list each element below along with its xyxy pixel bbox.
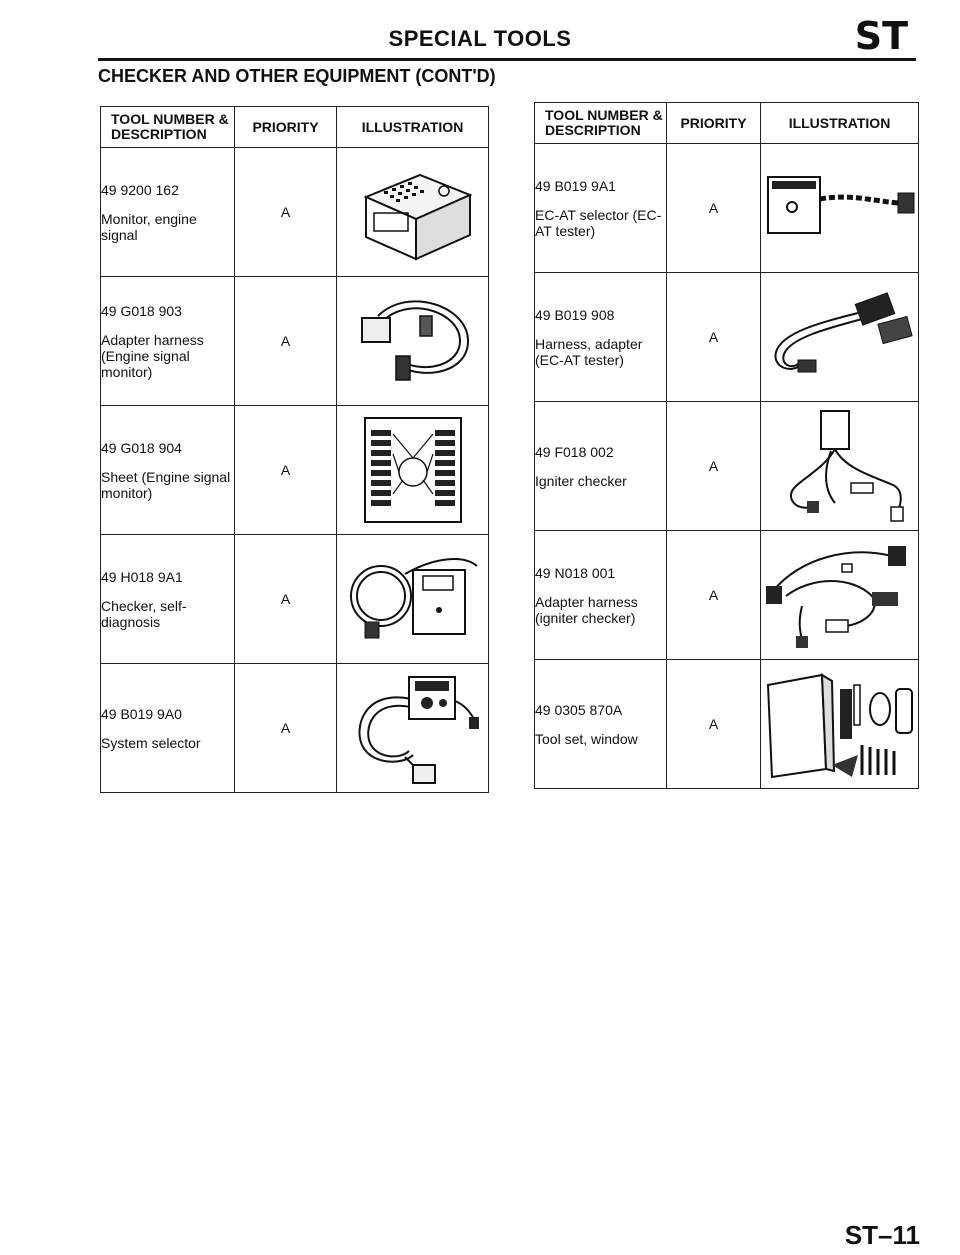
tool-description-cell <box>101 664 235 793</box>
tool-description: Adapter harness (igniter checker) <box>535 593 638 626</box>
table-row <box>101 406 489 535</box>
tool-priority: A <box>235 664 337 793</box>
harness-adapter-icon <box>762 282 918 392</box>
section-code: ST <box>854 14 908 58</box>
tool-illustration-cell <box>337 535 489 664</box>
tool-priority: A <box>667 402 761 531</box>
tool-number: 49 F018 002 <box>535 443 614 460</box>
tool-description: Adapter harness (Engine signal monitor) <box>101 331 204 380</box>
tool-priority: A <box>667 144 761 273</box>
table-row <box>535 660 919 789</box>
table-row <box>101 277 489 406</box>
page-title: SPECIAL TOOLS <box>388 26 572 51</box>
tool-priority: A <box>667 660 761 789</box>
tool-description: Harness, adapter (EC-AT tester) <box>535 335 643 368</box>
igniter-adapter-harness-icon <box>762 536 918 654</box>
tool-description: EC-AT selector (EC-AT tester) <box>535 206 662 239</box>
column-header-illustration: ILLUSTRATION <box>761 103 919 144</box>
tool-number: 49 B019 908 <box>535 306 615 323</box>
tool-number: 49 9200 162 <box>101 181 179 198</box>
tool-description: Tool set, window <box>535 730 638 747</box>
table-row <box>535 273 919 402</box>
tool-description-cell <box>535 402 667 531</box>
table-row <box>101 664 489 793</box>
table-row <box>101 535 489 664</box>
column-header-tool: TOOL NUMBER & DESCRIPTION <box>535 103 667 144</box>
column-header-illustration: ILLUSTRATION <box>337 107 489 148</box>
table-row <box>535 402 919 531</box>
tool-number: 49 G018 903 <box>101 302 182 319</box>
tool-illustration-cell <box>337 406 489 535</box>
tool-priority: A <box>235 277 337 406</box>
tool-description: Igniter checker <box>535 472 627 489</box>
tool-description: Monitor, engine signal <box>101 210 197 243</box>
tool-description: Checker, self-diagnosis <box>101 597 187 630</box>
tool-description-cell <box>535 273 667 402</box>
tool-priority: A <box>667 531 761 660</box>
table-row <box>535 144 919 273</box>
igniter-checker-icon <box>765 407 915 525</box>
tool-priority: A <box>235 406 337 535</box>
monitor-sheet-icon <box>353 414 473 526</box>
tool-illustration-cell <box>337 148 489 277</box>
tool-description-cell <box>535 144 667 273</box>
self-diagnosis-checker-icon <box>343 544 483 654</box>
tool-priority: A <box>667 273 761 402</box>
page-number: ST–11 <box>844 1220 920 1250</box>
column-header-priority: PRIORITY <box>235 107 337 148</box>
tool-description: System selector <box>101 734 201 751</box>
tool-illustration-cell <box>761 660 919 789</box>
tool-illustration-cell <box>761 531 919 660</box>
tools-table-left <box>100 106 489 793</box>
tool-priority: A <box>235 148 337 277</box>
section-title: CHECKER AND OTHER EQUIPMENT (CONT'D) <box>98 66 496 86</box>
tool-description-cell <box>535 531 667 660</box>
adapter-harness-icon <box>348 286 478 396</box>
tool-illustration-cell <box>761 402 919 531</box>
tool-illustration-cell <box>337 277 489 406</box>
tool-description-cell <box>101 406 235 535</box>
engine-signal-monitor-icon <box>348 157 478 267</box>
tool-description-cell <box>101 277 235 406</box>
tool-description-cell <box>101 148 235 277</box>
tool-number: 49 0305 870A <box>535 701 623 718</box>
tool-number: 49 G018 904 <box>101 439 182 456</box>
tool-description-cell <box>101 535 235 664</box>
table-row <box>535 531 919 660</box>
tool-number: 49 B019 9A0 <box>101 705 182 722</box>
header-rule <box>98 58 916 61</box>
tool-description: Sheet (Engine signal monitor) <box>101 468 231 501</box>
tool-description-cell <box>535 660 667 789</box>
tool-priority: A <box>235 535 337 664</box>
table-row <box>101 148 489 277</box>
table-header-row <box>101 107 489 148</box>
system-selector-icon <box>343 669 483 787</box>
tool-number: 49 N018 001 <box>535 564 616 581</box>
table-header-row <box>535 103 919 144</box>
tool-illustration-cell <box>761 144 919 273</box>
tool-illustration-cell <box>337 664 489 793</box>
tool-number: 49 B019 9A1 <box>535 177 616 194</box>
tool-illustration-cell <box>761 273 919 402</box>
tool-number: 49 H018 9A1 <box>101 568 183 585</box>
column-header-priority: PRIORITY <box>667 103 761 144</box>
column-header-tool: TOOL NUMBER & DESCRIPTION <box>101 107 235 148</box>
ec-at-selector-icon <box>762 163 918 253</box>
tools-table-right <box>534 102 919 789</box>
window-tool-set-icon <box>762 665 918 783</box>
